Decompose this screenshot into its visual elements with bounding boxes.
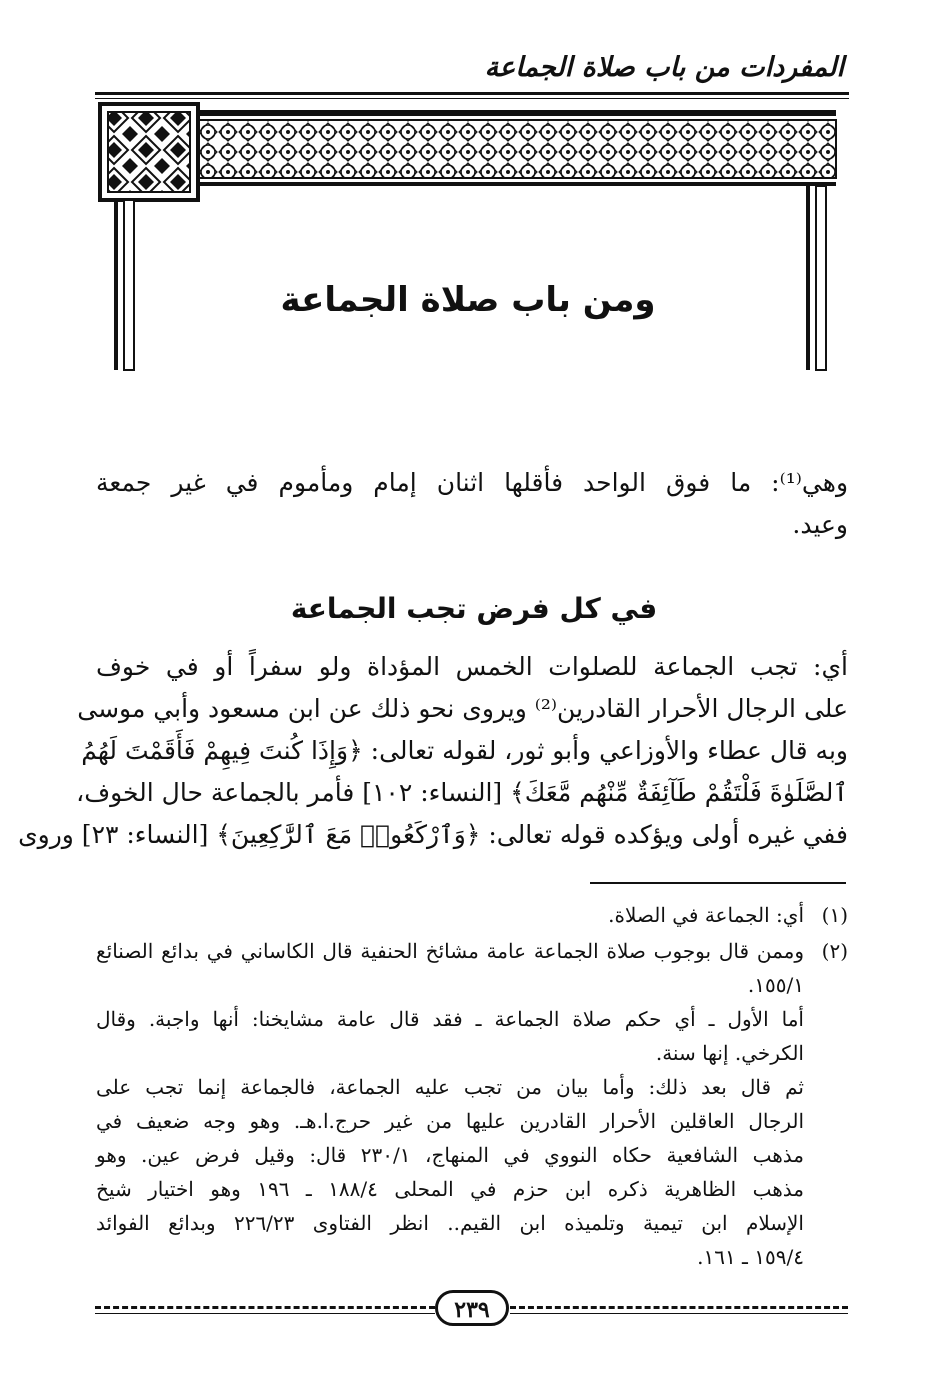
footnote-text: الرجال العاقلين الأحرار القادرين عليها من غير حرج.ا.هـ. وهو وجه ضعيف في <box>96 1109 804 1133</box>
footnote-text: ١٥٥/١. <box>747 973 804 997</box>
intro-paragraph <box>96 462 848 546</box>
chapter-title: ومن باب صلاة الجماعة <box>280 280 656 320</box>
body-line-4: ٱلصَّلَوٰةَ فَلْتَقُمْ طَآئِفَةٌ مِّنْهُم مَّعَكَ﴾ [النساء: ١٠٢] فأمر بالجماعة حال الخوف، <box>76 778 848 807</box>
body-line-3: وبه قال عطاء والأوزاعي وأبو ثور، لقوله تعالى: ﴿وَإِذَا كُنتَ فِيهِمْ فَأَقَمْتَ لَهُمُ <box>81 736 848 765</box>
intro-line-2: وعيد. <box>792 510 848 539</box>
bottom-rule <box>510 1313 848 1314</box>
bottom-rule <box>95 1313 435 1314</box>
header-rule-thin <box>95 98 849 99</box>
footnote-text: مذهب الظاهرية ذكره ابن حزم في المحلى ١٨٨/٤ ـ ١٩٦ وهو اختيار شيخ <box>96 1177 804 1201</box>
body-line-2: على الرجال الأحرار القادرين⁽²⁾ ويروى نحو ذلك عن ابن مسعود وأبي موسى <box>77 694 848 723</box>
footnote-text: الكرخي. إنها سنة. <box>655 1041 804 1065</box>
footnote-text: ١٥٩/٤ ـ ١٦١. <box>697 1245 804 1269</box>
section-heading: في كل فرض تجب الجماعة <box>290 592 658 625</box>
footnote-2 <box>96 934 848 1274</box>
body-line-5: ففي غيره أولى ويؤكده قوله تعالى: ﴿وَٱرْكَعُوا۟ مَعَ ٱلرَّٰكِعِينَ﴾ [النساء: ٢٣] وروى <box>18 820 848 849</box>
page-number: ٢٣٩ <box>435 1290 509 1326</box>
footnote-number: (٢) <box>821 939 848 963</box>
footnote-text: وممن قال بوجوب صلاة الجماعة عامة مشائخ الحنفية قال الكاساني في بدائع الصنائع <box>96 939 804 963</box>
section-body <box>18 646 848 856</box>
footnote-text: أما الأول ـ أي حكم صلاة الجماعة ـ فقد قال عامة مشايخنا: أنها واجبة. وقال <box>96 1007 804 1031</box>
footnote-text: الإسلام ابن تيمية وتلميذه ابن القيم.. انظر الفتاوى ٢٢٦/٢٣ وبدائع الفوائد <box>96 1211 804 1235</box>
footnote-number: (١) <box>821 903 848 927</box>
footnote-rule <box>590 882 846 884</box>
bottom-rule <box>510 1306 848 1309</box>
bottom-rule <box>95 1306 435 1309</box>
header-rule-thick <box>95 92 849 95</box>
footnote-text: مذهب الشافعية حكاه النووي في المنهاج، ٢٣٠/١ قال: وقيل فرض عين. وهو <box>96 1143 804 1167</box>
ornamental-frame <box>98 102 838 372</box>
intro-line-1: وهي⁽¹⁾: ما فوق الواحد فأقلها اثنان إمام ومأموم في غير جمعة <box>96 468 849 497</box>
body-line-1: أي: تجب الجماعة للصلوات الخمس المؤداة ولو سفراً أو في خوف <box>96 652 848 681</box>
running-header: المفردات من باب صلاة الجماعة <box>484 52 844 83</box>
footnote-1 <box>96 898 848 932</box>
footnote-text: أي: الجماعة في الصلاة. <box>608 903 804 927</box>
footnote-text: ثم قال بعد ذلك: وأما بيان من تجب عليه الجماعة، فالجماعة إنما تجب على <box>96 1075 805 1099</box>
